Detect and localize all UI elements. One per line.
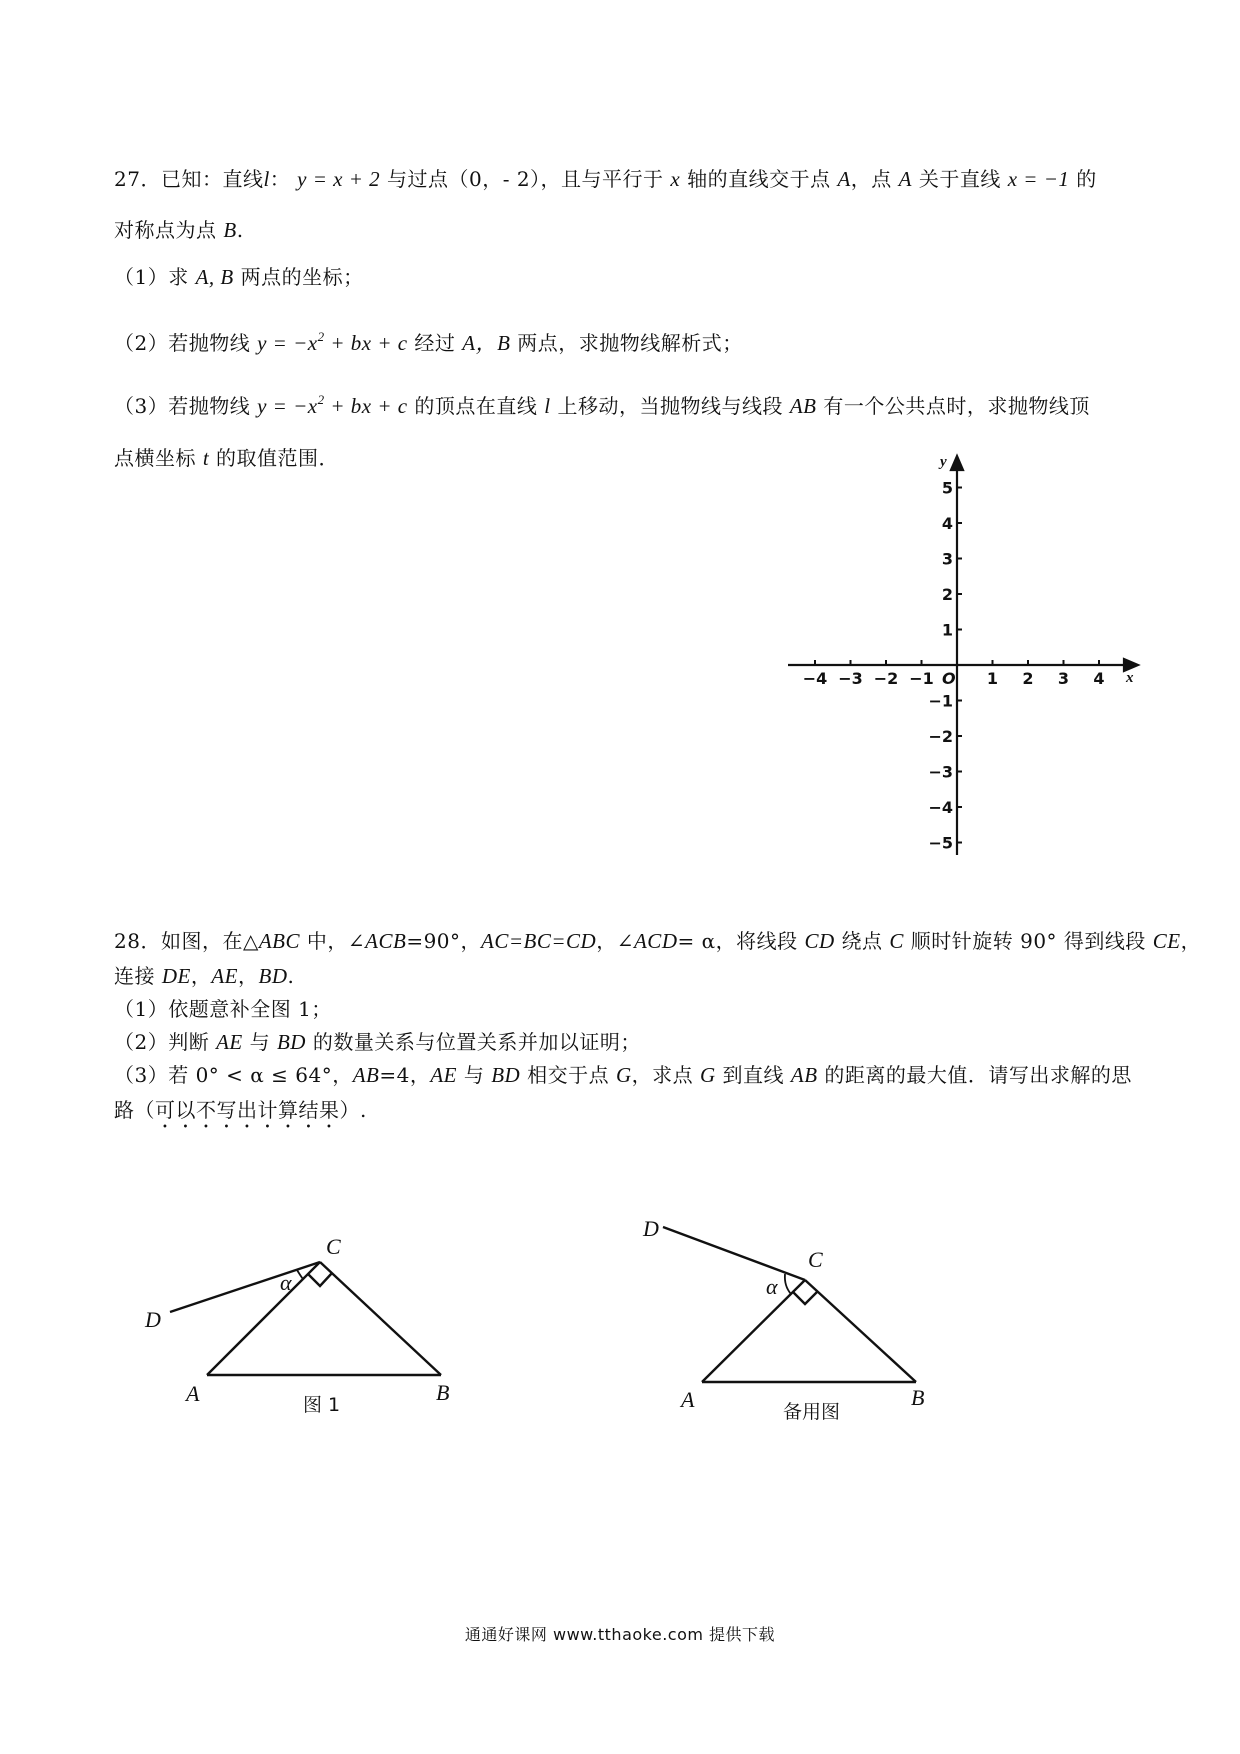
y-tick-label: −1 bbox=[928, 691, 953, 711]
parabola-equation: $y = -x^2$ + bx + c bbox=[257, 329, 408, 355]
q27-part3: （3）若抛物线 $y = -x^2$ + bx + c 的顶点在直线 l 上移动，当抛物线与线段 AB 有一个公共点时，求抛物线顶 bbox=[114, 392, 1090, 418]
x-tick-label: −2 bbox=[873, 669, 899, 688]
label-A: A bbox=[186, 1381, 200, 1406]
origin-label: O bbox=[942, 669, 956, 688]
q27-line1: 27．已知：直线l： y = x + 2 与过点（0，- 2），且与平行于 x 轴的直线交于点 A，点 A 关于直线 x = −1 的 bbox=[114, 167, 1097, 191]
x-tick-label: 1 bbox=[986, 669, 999, 688]
label-D: D bbox=[145, 1307, 161, 1332]
x-tick-label: 2 bbox=[1022, 669, 1034, 688]
y-tick-label: −5 bbox=[928, 833, 953, 853]
label-alpha: α bbox=[766, 1274, 778, 1299]
x-tick-label: 4 bbox=[1093, 669, 1105, 688]
q28-part3: （3）若 0° < α ≤ 64°，AB=4，AE 与 BD 相交于点 G，求点 G 到直线 AB 的距离的最大值．请写出求解的思 bbox=[114, 1063, 1132, 1087]
figure-1-caption: 图 1 bbox=[303, 1394, 341, 1416]
equation-line-l: y = x + 2 bbox=[297, 167, 381, 191]
y-tick-label: −3 bbox=[928, 762, 953, 782]
parabola-equation: $y = -x^2$ + bx + c bbox=[257, 392, 408, 418]
y-tick-label: 1 bbox=[941, 620, 953, 640]
label-A: A bbox=[681, 1387, 695, 1412]
figure-backup-caption: 备用图 bbox=[783, 1401, 841, 1423]
alpha-arc bbox=[785, 1274, 791, 1294]
q28-line1: 28．如图，在△ABC 中，∠ACB=90°，AC=BC=CD，∠ACD= α，将线段 CD 绕点 C 顺时针旋转 90° 得到线段 CE， bbox=[114, 929, 1202, 953]
x-axis-name: x bbox=[1126, 670, 1134, 686]
label-B: B bbox=[911, 1385, 925, 1410]
label-B: B bbox=[436, 1380, 450, 1405]
x-tick-label: −4 bbox=[802, 669, 828, 688]
label-C: C bbox=[808, 1247, 823, 1272]
dotted-emphasis: （可以不写出计算结果） bbox=[134, 1098, 360, 1122]
label-C: C bbox=[326, 1234, 341, 1259]
y-tick-label: 5 bbox=[941, 478, 953, 498]
y-tick-label: 2 bbox=[941, 585, 953, 604]
q28-part2: （2）判断 AE 与 BD 的数量关系与位置关系并加以证明； bbox=[114, 1030, 641, 1054]
y-tick-label: −2 bbox=[928, 727, 953, 746]
y-tick-label: 3 bbox=[941, 549, 953, 569]
q27-line2: 对称点为点 B. bbox=[114, 218, 244, 242]
q27-part2: （2）若抛物线 $y = -x^2$ + bx + c 经过 A，B 两点，求抛物线解析式； bbox=[114, 329, 743, 355]
segment-BC bbox=[805, 1280, 916, 1382]
x-tick-label: −3 bbox=[838, 669, 863, 688]
segment-AC bbox=[702, 1280, 805, 1382]
x-tick-label: −1 bbox=[909, 669, 934, 688]
right-angle-mark bbox=[793, 1292, 817, 1304]
q28-part3-cont: 路（可以不写出计算结果）. bbox=[114, 1098, 367, 1122]
x-tick-label: 3 bbox=[1057, 669, 1070, 688]
line-l: l bbox=[263, 167, 270, 191]
y-tick-label: 4 bbox=[941, 514, 953, 533]
segment-CD bbox=[663, 1227, 805, 1280]
q27-part3-cont: 点横坐标 t 的取值范围． bbox=[114, 446, 340, 470]
y-tick-label: −4 bbox=[928, 798, 953, 817]
footer: 通通好课网 www.tthaoke.com 提供下载 bbox=[464, 1625, 776, 1644]
q27-part1: （1）求 A, B 两点的坐标； bbox=[114, 265, 364, 289]
equation-x-minus-1: x = −1 bbox=[1007, 167, 1070, 191]
q28-line2: 连接 DE，AE，BD. bbox=[114, 964, 295, 988]
q28-part1: （1）依题意补全图 1； bbox=[114, 997, 332, 1021]
label-D: D bbox=[643, 1216, 659, 1241]
y-axis-name: y bbox=[940, 454, 947, 470]
label-alpha: α bbox=[280, 1270, 292, 1295]
